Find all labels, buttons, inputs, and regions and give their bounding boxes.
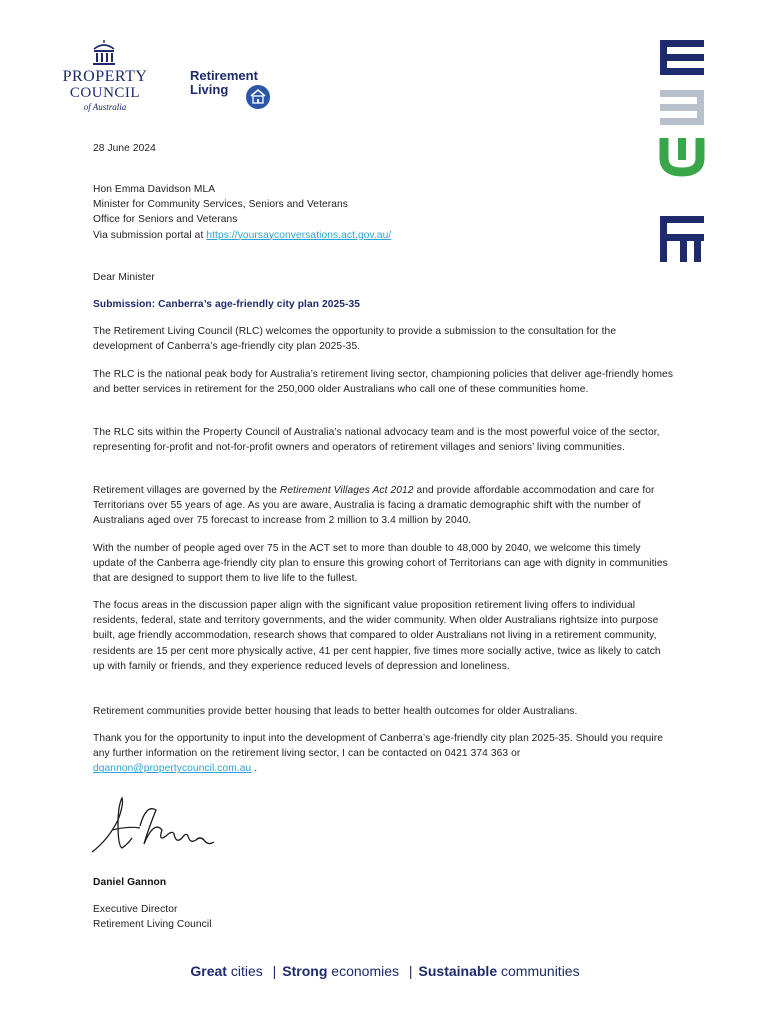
logo-text-property: PROPERTY [62,68,148,85]
paragraph-8-text: Thank you for the opportunity to input into the development of Canberra’s age-friendly city plan 2025-35. Should you require any further information on the retirement living sector, I can be contacted on 0421 374 363 or [93,733,664,760]
paragraph-5: With the number of people aged over 75 in the ACT set to more than double to 48,000 by 2040, we welcome this timely update of the Canberra age-friendly city plan to ensure this growing cohort of Territorians can age with dignity in communities that are designed to support them to live life to the fullest. [93,543,668,585]
grey-bars-icon [660,90,704,125]
paragraph-2: The RLC is the national peak body for Australia’s retirement living sector, championing policies that deliver age-friendly homes and better services in retirement for the 250,000 older Australians who call one of these communities home. [93,369,674,396]
tagline-strong: Strong [282,963,328,979]
paragraph-1: The Retirement Living Council (RLC) welcomes the opportunity to provide a submission to the consultation for the development of Canberra’s age-friendly city plan 2025-35. [93,326,617,353]
tagline-separator: | [272,963,277,979]
paragraph-8 [93,731,673,777]
retirement-living-logo [190,68,280,112]
tagline-communities: communities [497,963,580,979]
paragraph-7: Retirement communities provide better housing that leads to better health outcomes for older Australians. [93,706,578,717]
signatory-details [93,902,673,932]
paragraph-3: The RLC sits within the Property Council of Australia’s national advocacy team and is the most powerful voice of the sector, representing for-profit and not-for-profit owners and operators of retirement villages and seniors’ living communities. [93,427,660,454]
paragraph-4-end: and provide affordable accommodation and care for Territorians over 55 years of age. As you are aware, Australia is facing a dramatic demographic shift with the number of Australians aged over 75 forecast to increase from 2 million to 3.4 million by 2040. [93,485,655,527]
paragraph-6: The focus areas in the discussion paper align with the significant value proposition retirement living offers to individual residents, federal, state and territory governments, and the wider community. When older Australians rightsize into purpose built, age friendly accommodation, research shows that compared to older Australians not living in a retirement community, residents are 15 per cent more physically active, 41 per cent happier, five times more socially active, twice as likely to catch up with family or friends, and they experience reduced levels of depression and loneliness. [93,600,661,672]
house-circle-icon [245,84,271,110]
property-council-logo [50,38,160,110]
navy-bars-icon [660,40,704,75]
recipient-name: Hon Emma Davidson MLA [93,184,216,195]
signatory-title: Executive Director [93,904,178,915]
recipient-portal [93,228,673,243]
logo-text-of-australia: of Australia [83,102,127,112]
act-name: Retirement Villages Act 2012 [279,485,414,496]
tagline-great: Great [190,963,227,979]
recipient-office: Office for Seniors and Veterans [93,214,238,226]
footer-tagline [0,963,770,979]
signatory-org: Retirement Living Council [93,919,212,931]
tagline-separator: | [408,963,413,979]
handwritten-signature [88,790,248,860]
tagline-cities: cities [226,963,267,979]
letter-date: 28 June 2024 [93,143,156,154]
email-link[interactable]: dgannon@propertycouncil.com.au [93,763,252,775]
portal-prefix: Via submission portal at [93,229,207,241]
paragraph-4 [93,483,673,529]
signatory-name: Daniel Gannon [93,877,167,888]
tagline-sustainable: Sustainable [418,963,498,979]
paragraph-8-end: . [251,763,258,775]
salutation: Dear Minister [93,272,155,283]
paragraph-4-start: Retirement villages are governed by the [93,485,280,496]
tagline-economies: economies [327,963,403,979]
building-icon [88,38,120,66]
recipient-address [93,182,673,243]
logo-text-living: Living [190,82,229,97]
subject-line: Submission: Canberra’s age-friendly city plan 2025-35 [93,299,361,310]
logo-text-retirement: Retirement [190,68,258,83]
recipient-title: Minister for Community Services, Seniors and Veterans [93,199,348,211]
logo-text-council: COUNCIL [69,85,141,101]
portal-link[interactable]: https://yoursayconversations.act.gov.au/ [206,229,392,241]
